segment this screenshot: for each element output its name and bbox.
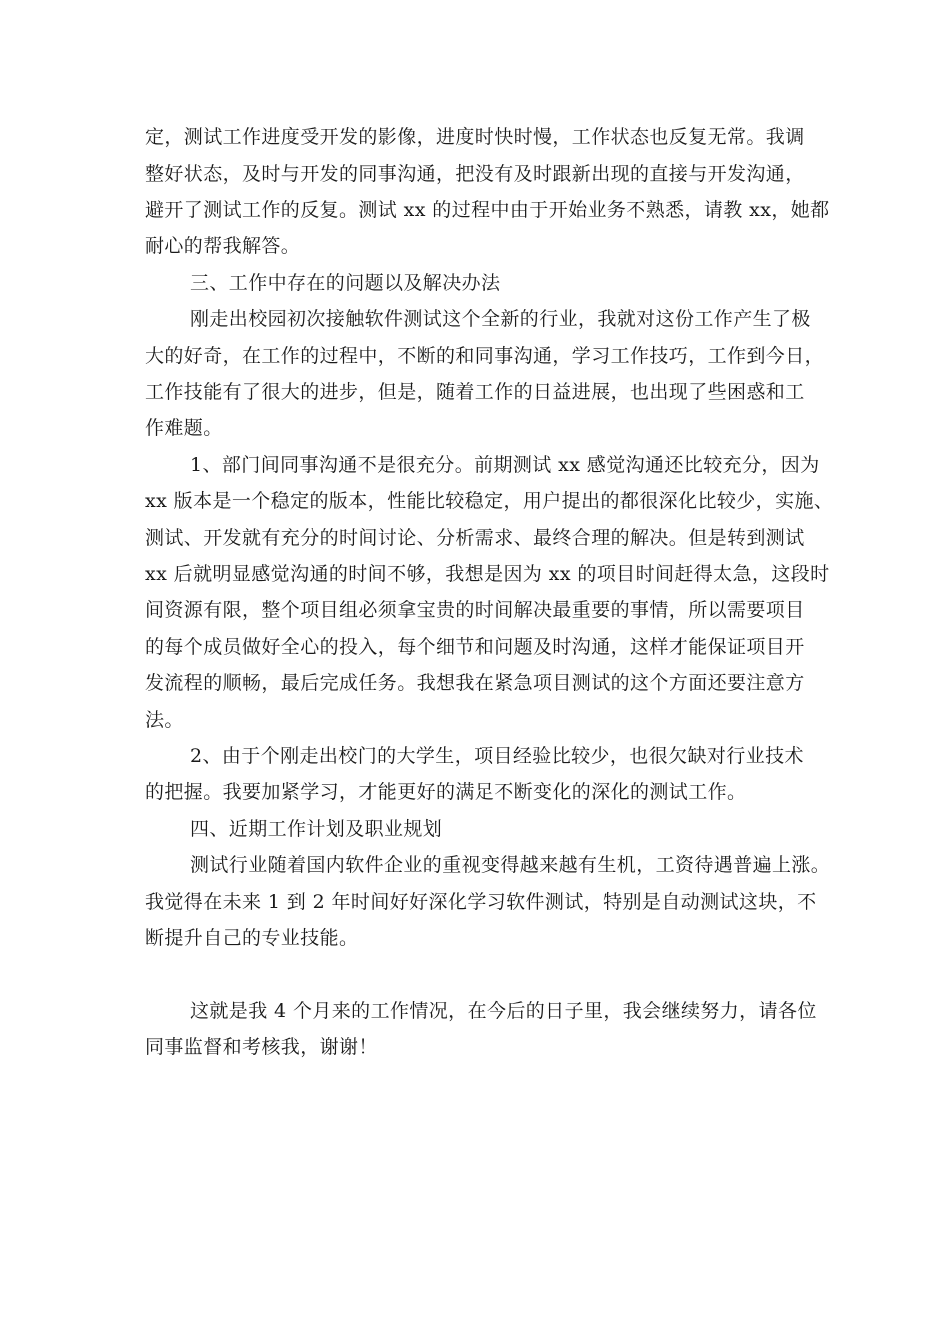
paragraph-line: 避开了测试工作的反复。测试 xx 的过程中由于开始业务不熟悉，请教 xx，她都: [145, 199, 830, 221]
paragraph-line: 定，测试工作进度受开发的影像，进度时快时慢，工作状态也反复无常。我调: [145, 126, 805, 148]
paragraph-line: xx 版本是一个稳定的版本，性能比较稳定，用户提出的都很深化比较少，实施、: [145, 490, 834, 512]
closing-paragraph-line: 这就是我 4 个月来的工作情况，在今后的日子里，我会继续努力，请各位: [190, 1000, 817, 1022]
paragraph-line: 我觉得在未来 1 到 2 年时间好好深化学习软件测试，特别是自动测试这块，不: [145, 891, 817, 913]
paragraph-line: 的把握。我要加紧学习，才能更好的满足不断变化的深化的测试工作。: [145, 781, 747, 803]
paragraph-line: 测试、开发就有充分的时间讨论、分析需求、最终合理的解决。但是转到测试: [145, 527, 805, 549]
paragraph-line: 的每个成员做好全心的投入，每个细节和问题及时沟通，这样才能保证项目开: [145, 636, 805, 658]
paragraph-line: 1、部门间同事沟通不是很充分。前期测试 xx 感觉沟通还比较充分，因为: [190, 454, 820, 476]
closing-paragraph-line: 同事监督和考核我，谢谢！: [145, 1036, 378, 1058]
paragraph-line: 耐心的帮我解答。: [145, 235, 301, 257]
paragraph-line: 刚走出校园初次接触软件测试这个全新的行业，我就对这份工作产生了极: [190, 308, 811, 330]
paragraph-line: 工作技能有了很大的进步，但是，随着工作的日益进展，也出现了些困惑和工: [145, 381, 805, 403]
paragraph-line: 作难题。: [145, 417, 223, 439]
paragraph-line: xx 后就明显感觉沟通的时间不够，我想是因为 xx 的项目时间赶得太急，这段时: [145, 563, 830, 585]
paragraph-line: 间资源有限，整个项目组必须拿宝贵的时间解决最重要的事情，所以需要项目: [145, 599, 805, 621]
paragraph-line: 断提升自己的专业技能。: [145, 927, 359, 949]
paragraph-line: 2、由于个刚走出校门的大学生，项目经验比较少，也很欠缺对行业技术: [190, 745, 804, 767]
section-heading: 四、近期工作计划及职业规划: [190, 818, 443, 840]
paragraph-line: 发流程的顺畅，最后完成任务。我想我在紧急项目测试的这个方面还要注意方: [145, 672, 805, 694]
paragraph-line: 法。: [145, 709, 184, 731]
paragraph-line: 大的好奇，在工作的过程中，不断的和同事沟通，学习工作技巧，工作到今日，: [145, 345, 825, 367]
paragraph-line: 测试行业随着国内软件企业的重视变得越来越有生机，工资待遇普遍上涨。: [190, 854, 831, 876]
section-heading: 三、工作中存在的问题以及解决办法: [190, 272, 501, 294]
paragraph-line: 整好状态，及时与开发的同事沟通，把没有及时跟新出现的直接与开发沟通，: [145, 163, 805, 185]
